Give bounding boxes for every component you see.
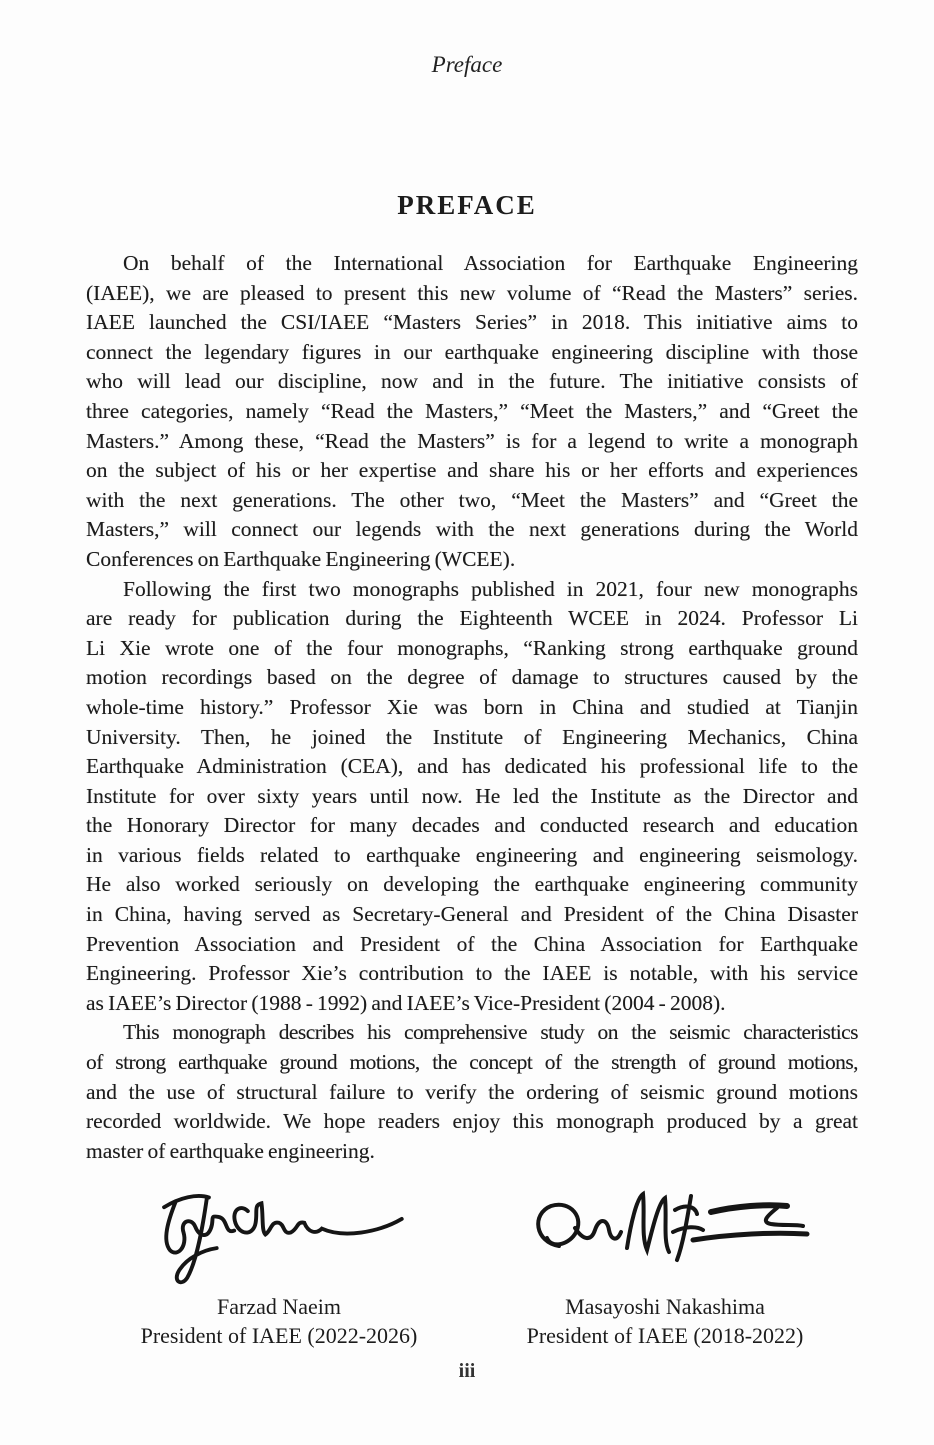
text-line: This monograph describes his comprehensive study on the seismic characteristics	[123, 1020, 858, 1045]
signer-role: President of IAEE (2018-2022)	[526, 1323, 804, 1348]
text-line: with the next generations. The other two, “Meet the Masters” and “Greet the	[86, 487, 858, 512]
page-title: PREFACE	[397, 190, 537, 220]
text-line: three categories, namely “Read the Masters,” “Meet the Masters,” and “Greet the	[86, 398, 858, 423]
signer-name: Farzad Naeim	[217, 1294, 341, 1319]
signer-role: President of IAEE (2022-2026)	[140, 1323, 418, 1348]
signature-column-left	[86, 1178, 472, 1350]
masayoshi-nakashima-signature-image	[515, 1178, 815, 1290]
text-line: whole-time history.” Professor Xie was born in China and studied at Tianjin	[86, 694, 858, 719]
farzad-naeim-signature-image	[143, 1178, 415, 1290]
text-line: Masters.” Among these, “Read the Masters” is for a legend to write a monograph	[86, 428, 858, 453]
signature-block	[86, 1178, 858, 1350]
text-line: connect the legendary figures in our earthquake engineering discipline with those	[86, 339, 858, 364]
text-line: and the use of structural failure to verify the ordering of seismic ground motions	[86, 1079, 858, 1104]
running-header: Preface	[431, 52, 503, 77]
text-line: Li Xie wrote one of the four monographs, “Ranking strong earthquake ground	[86, 635, 858, 660]
text-line: Conferences on Earthquake Engineering (WCEE).	[86, 546, 516, 571]
text-line: Masters,” will connect our legends with the next generations during the World	[86, 517, 858, 542]
paragraph-3	[86, 1018, 858, 1166]
text-line: IAEE launched the CSI/IAEE “Masters Series” in 2018. This initiative aims to	[86, 310, 858, 335]
text-line: On behalf of the International Association for Earthquake Engineering	[123, 251, 858, 275]
text-line: master of earthquake engineering.	[86, 1138, 375, 1163]
paragraph-1	[86, 249, 858, 575]
text-line: who will lead our discipline, now and in the future. The initiative consists of	[86, 369, 858, 394]
text-line: He also worked seriously on developing the earthquake engineering community	[86, 872, 858, 897]
signer-name: Masayoshi Nakashima	[565, 1294, 765, 1319]
text-line: Engineering. Professor Xie’s contribution to the IAEE is notable, with his service	[86, 961, 858, 986]
text-line: Following the first two monographs published in 2021, four new monographs	[123, 576, 858, 601]
text-line: University. Then, he joined the Institute of Engineering Mechanics, China	[86, 724, 858, 749]
text-line: (IAEE), we are pleased to present this new volume of “Read the Masters” series.	[86, 280, 858, 305]
text-line: as IAEE’s Director (1988 - 1992) and IAEE’s Vice-President (2004 - 2008).	[86, 990, 726, 1015]
preface-body	[86, 249, 858, 1166]
text-line: Prevention Association and President of the China Association for Earthquake	[86, 931, 858, 956]
text-line: recorded worldwide. We hope readers enjoy this monograph produced by a great	[86, 1109, 858, 1134]
text-line: are ready for publication during the Eighteenth WCEE in 2024. Professor Li	[86, 606, 858, 631]
text-line: on the subject of his or her expertise and share his or her efforts and experiences	[86, 458, 858, 483]
text-line: the Honorary Director for many decades and conducted research and education	[86, 813, 858, 838]
text-line: Institute for over sixty years until now. He led the Institute as the Director and	[86, 783, 858, 808]
text-line: motion recordings based on the degree of damage to structures caused by the	[86, 665, 858, 690]
text-line: in various fields related to earthquake engineering and engineering seismology.	[86, 842, 858, 867]
paragraph-2	[86, 575, 858, 1019]
text-line: Earthquake Administration (CEA), and has dedicated his professional life to the	[86, 754, 858, 779]
text-line: of strong earthquake ground motions, the concept of the strength of ground motions,	[86, 1050, 858, 1075]
page-number: iii	[458, 1360, 476, 1382]
text-line: in China, having served as Secretary-General and President of the China Disaster	[86, 902, 858, 927]
signature-column-right	[472, 1178, 858, 1350]
